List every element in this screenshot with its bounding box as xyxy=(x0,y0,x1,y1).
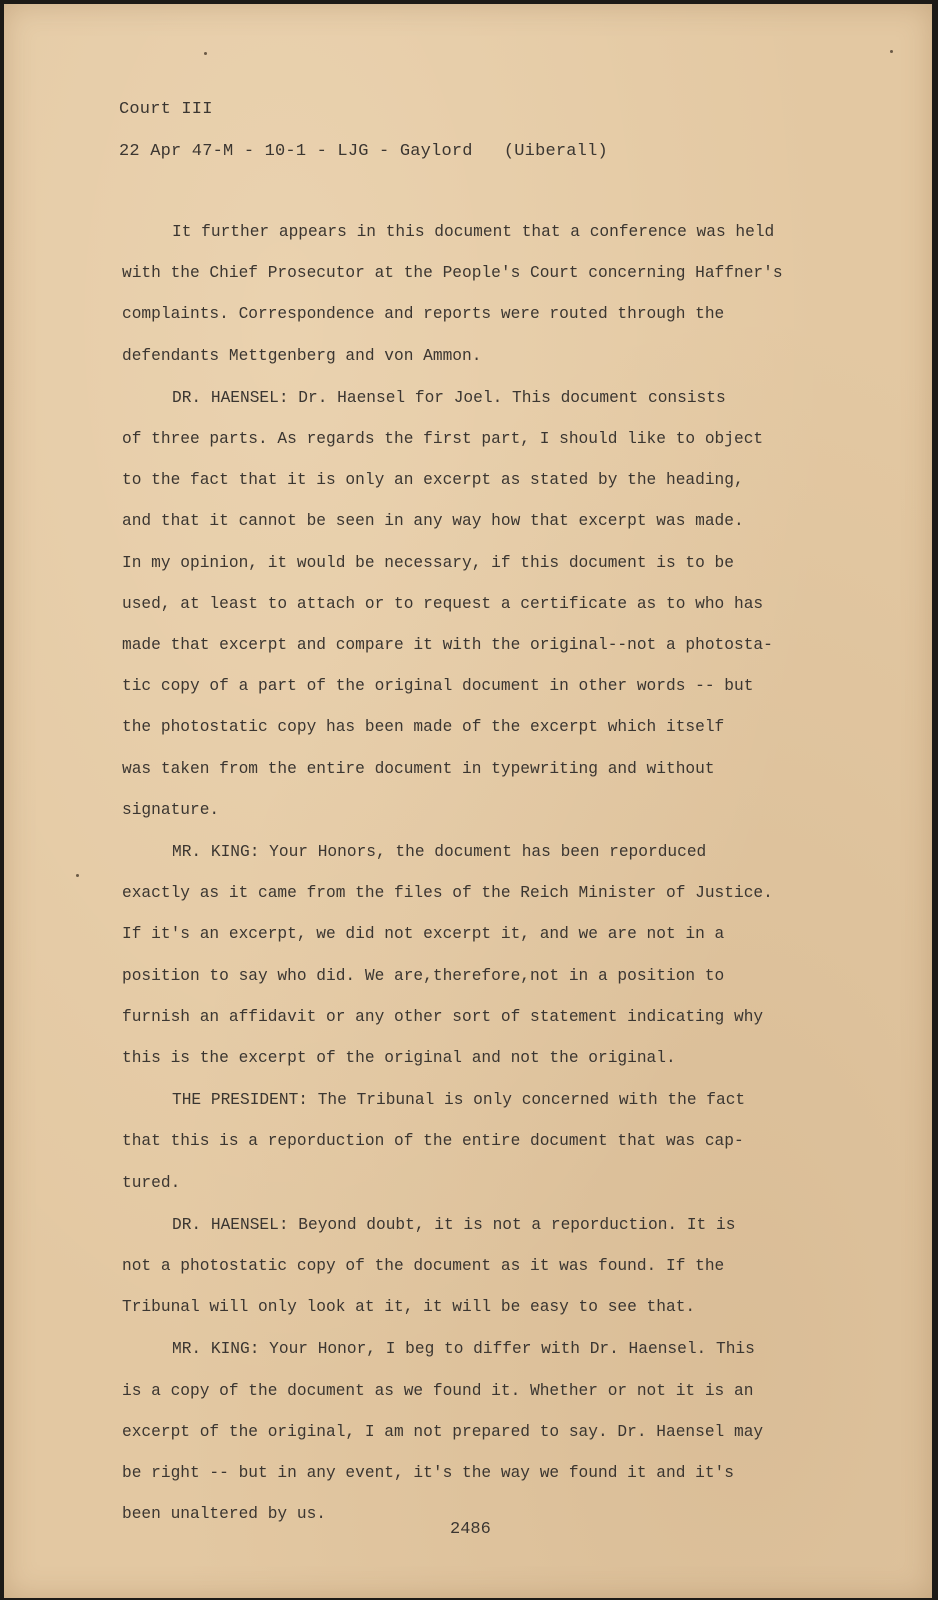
document-page xyxy=(4,4,932,1598)
paragraph-king-response: MR. KING: Your Honors, the document has been reporduced exactly as it came from the files of the Reich Minister of Justice. If it's an excerpt, we did not excerpt it, and we are not in a position to say who did. We are,therefore,not in a position to furnish an affidavit or any other sort of statement indicating why this is the excerpt of the original and not the original. xyxy=(122,843,773,1068)
paragraph-president-ruling: THE PRESIDENT: The Tribunal is only concerned with the fact that this is a reporduction of the entire document that was cap- tured. xyxy=(122,1091,746,1192)
court-label: Court III xyxy=(119,100,213,119)
paragraph-haensel-objection: DR. HAENSEL: Dr. Haensel for Joel. This document consists of three parts. As regards the first part, I should like to object to the fact that it is only an excerpt as stated by the heading, and that it cannot be seen in any way how that excerpt was made. In my opinion, it would be necessary, if this document is to be used, at least to attach or to request a certificate as to who has made that excerpt and compare it with the original--not a photosta- tic copy of a part of the original document in other words -- but the photostatic copy has been made of the excerpt which itself was taken from the entire document in typewriting and without signature. xyxy=(122,388,773,819)
paragraph-king-rebuttal: MR. KING: Your Honor, I beg to differ with Dr. Haensel. This is a copy of the document as we found it. Whether or not it is an excerpt of the original, I am not prepared to say. Dr. Haensel may be right -- but in any event, it's the way we found it and it's been unaltered by us. xyxy=(122,1340,764,1524)
transcript-body xyxy=(122,212,822,1537)
transcript-reference: 22 Apr 47-M - 10-1 - LJG - Gaylord (Uiberall) xyxy=(119,142,608,161)
page-number: 2486 xyxy=(450,1520,491,1539)
paper-speck xyxy=(890,50,893,53)
paragraph-prosecution-statement: It further appears in this document that a conference was held with the Chief Prosecutor at the People's Court concerning Haffner's complaints. Correspondence and reports were routed through the defendants Mettgenberg and von Ammon. xyxy=(122,223,783,365)
paper-speck xyxy=(204,52,207,55)
paper-speck xyxy=(76,874,79,877)
paragraph-haensel-reply: DR. HAENSEL: Beyond doubt, it is not a reporduction. It is not a photostatic copy of the document as it was found. If the Tribunal will only look at it, it will be easy to see that. xyxy=(122,1215,736,1317)
